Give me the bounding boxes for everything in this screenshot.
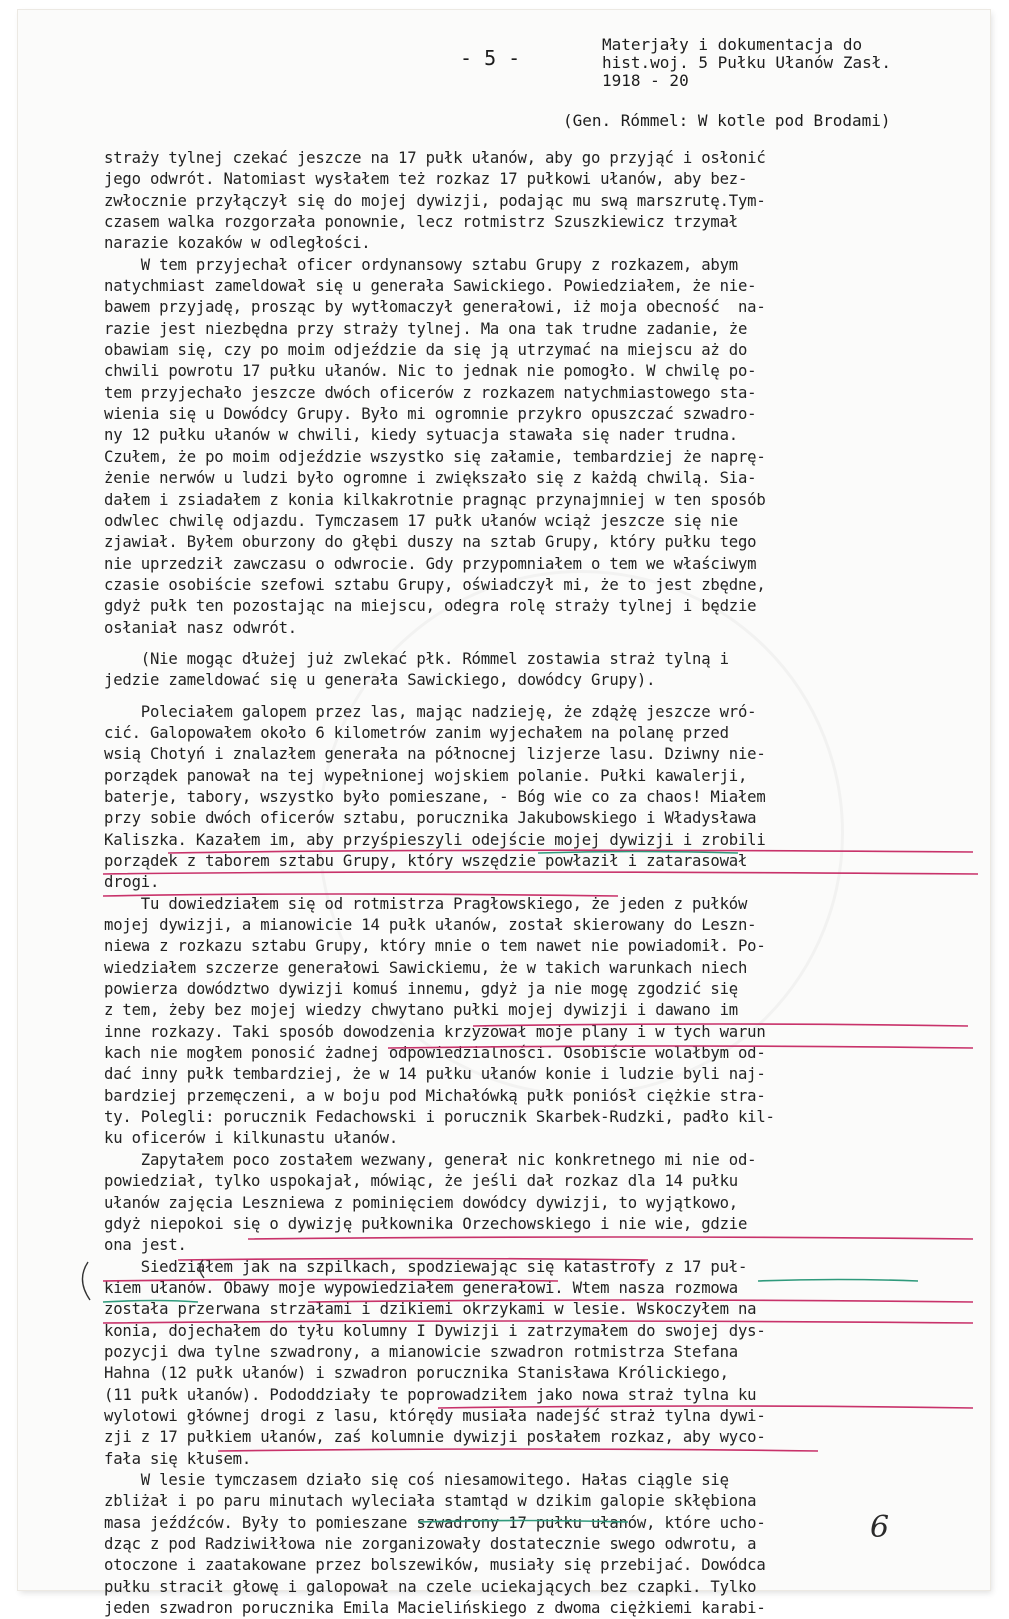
text-line: Poleciałem galopem przez las, mając nadzieję, że zdążę jeszcze wró-	[104, 702, 757, 721]
text-line: narazie kozaków w odległości.	[104, 234, 371, 253]
text-line: Siedziałem jak na szpilkach, spodziewając się katastrofy z 17 puł-	[104, 1257, 748, 1276]
text-line: dać inny pułk tembardziej, że w 14 pułku ułanów konie i ludzie byli naj-	[104, 1065, 766, 1084]
text-line: kiem ułanów. Obawy moje wypowiedziałem generałowi. Wtem nasza rozmowa	[104, 1278, 738, 1297]
text-line: bawem przyjadę, prosząc by wytłomaczył generałowi, iż moja obecność na-	[104, 298, 766, 317]
text-line: żenie nerwów u ludzi było ogromne i zwiększało się z każdą chwilą. Sia-	[104, 469, 757, 488]
page-number: - 5 -	[460, 46, 521, 70]
text-line: otoczone i zaatakowane przez bolszewików, musiały się przebijać. Dowódca	[104, 1556, 766, 1575]
handwritten-page-mark: 6	[870, 1510, 890, 1545]
text-line: ty. Polegli: porucznik Fedachowski i porucznik Skarbek-Rudzki, padło kil-	[104, 1108, 775, 1127]
text-line: konia, dojechałem do tyłu kolumny I Dywizji i zatrzymałem do swojej dys-	[104, 1321, 766, 1340]
text-line: masa jeźdźców. Były to pomieszane szwadrony 17 pułku ułanów, które ucho-	[104, 1513, 766, 1532]
source-subtitle: (Gen. Rómmel: W kotle pod Brodami)	[563, 111, 891, 130]
text-line: nie uprzedził zawczasu o odwrocie. Gdy przypomniałem o tem we właściwym	[104, 554, 757, 573]
text-line: osłaniał nasz odwrót.	[104, 618, 297, 637]
text-line: straży tylnej czekać jeszcze na 17 pułk ułanów, aby go przyjąć i osłonić	[104, 149, 766, 167]
text-line: drogi.	[104, 873, 160, 892]
text-line: dząc z pod Radziwiłłowa nie zorganizowały dostatecznie swego odwrotu, a	[104, 1535, 757, 1553]
paragraph-gap	[104, 639, 984, 649]
text-line: czasem walka rozgorzała ponownie, lecz rotmistrz Szuszkiewicz trzymał	[104, 213, 738, 232]
text-line: powierza dowództwo dywizji komuś innemu, gdyż ja nie mogę zgodzić się	[104, 980, 738, 999]
text-line: zbliżał i po paru minutach wyleciała stamtąd w dzikim galopie skłębiona	[104, 1492, 757, 1511]
text-line: zji z 17 pułkiem ułanów, zaś kolumnie dywizji posłałem rozkaz, aby wyco-	[104, 1428, 766, 1447]
text-line: wylotowi głównej drogi z lasu, którędy musiała nadejść straż tylna dywi-	[104, 1406, 766, 1425]
text-line: cić. Galopowałem około 6 kilometrów zanim wyjechałem na polanę przed	[104, 723, 729, 742]
text-line: porządek panował na tej wypełnionej wojskiem polanie. Pułki kawalerji,	[104, 766, 748, 785]
text-line: (Nie mogąc dłużej już zwlekać płk. Rómmel zostawia straż tylną i	[104, 649, 729, 668]
text-line: (11 pułk ułanów). Pododdziały te poprowadziłem jako nowa straż tylna ku	[104, 1385, 757, 1404]
text-line: jeden szwadron porucznika Emila Macielińskiego z dwoma ciężkiemi karabi-	[104, 1599, 766, 1618]
text-line: Hahna (12 pułk ułanów) i szwadron porucznika Stanisława Królickiego,	[104, 1364, 729, 1383]
text-line: zwłocznie przyłączył się do mojej dywizji, podając mu swą marszrutę.Tym-	[104, 191, 766, 210]
paragraph-gap	[104, 692, 984, 702]
text-line: ny 12 pułku ułanów w chwili, kiedy sytuacja stawała się nader trudna.	[104, 426, 738, 445]
typescript-body	[104, 148, 984, 1619]
text-line: dałem i zsiadałem z konia kilkakrotnie pragnąc przynajmniej w ten sposób	[104, 490, 766, 509]
text-line: pułku stracił głowę i galopował na czele uciekających bez czapki. Tylko	[104, 1577, 757, 1596]
bracket-mark	[82, 1262, 90, 1300]
text-line: natychmiast zameldował się u generała Sawickiego. Powiedziałem, że nie-	[104, 277, 757, 296]
text-line: porządek z taborem sztabu Grupy, który wszędzie powłaził i zatarasował	[104, 852, 748, 870]
text-line: Tu dowiedziałem się od rotmistrza Pragłowskiego, że jeden z pułków	[104, 894, 748, 913]
text-line: chwili powrotu 17 pułku ułanów. Nic to jednak nie pomogło. W chwilę po-	[104, 362, 757, 381]
text-line: W tem przyjechał oficer ordynansowy sztabu Grupy z rozkazem, abym	[104, 255, 738, 274]
text-line: kach nie mogłem ponosić żadnej odpowiedzialności. Osobiście wolałbym od-	[104, 1044, 766, 1063]
text-line: obawiam się, czy po moim odjeździe da się ją utrzymać na miejscu aż do	[104, 341, 748, 360]
text-line: ułanów zajęcia Leszniewa z pominięciem dowódcy dywizji, to wyjątkowo,	[104, 1193, 738, 1212]
text-line: Czułem, że po moim odjeździe wszystko się załamie, tembardziej że naprę-	[104, 447, 766, 466]
collection-title: Materjały i dokumentacja do hist.woj. 5 Pułku Ułanów Zasł. 1918 - 20	[602, 35, 891, 90]
text-line: fała się kłusem.	[104, 1449, 252, 1468]
text-line: przy sobie dwóch oficerów sztabu, porucznika Jakubowskiego i Władysława	[104, 809, 757, 828]
text-line: gdyż pułk ten pozostając na miejscu, odegra rolę straży tylnej i będzie	[104, 597, 757, 616]
text-line: inne rozkazy. Taki sposób dowodzenia krzyżował moje plany i w tych warun	[104, 1022, 766, 1041]
text-line: wiedziałem szczerze generałowi Sawickiemu, że w takich warunkach niech	[104, 958, 748, 977]
text-line: czasie osobiście szefowi sztabu Grupy, oświadczył mi, że to jest zbędne,	[104, 575, 766, 594]
text-line: ona jest.	[104, 1236, 187, 1255]
text-line: razie jest niezbędna przy straży tylnej. Ma ona tak trudne zadanie, że	[104, 319, 748, 338]
text-line: pozycji dwa tylne szwadrony, a mianowicie szwadron rotmistrza Stefana	[104, 1342, 738, 1361]
text-line: tem przyjechało jeszcze dwóch oficerów z rozkazem natychmiastowego sta-	[104, 383, 757, 402]
text-line: wienia się u Dowódcy Grupy. Było mi ogromnie przykro opuszczać szwadro-	[104, 405, 757, 424]
text-line: ku oficerów i kilkunastu ułanów.	[104, 1129, 399, 1148]
text-line: jedzie zameldować się u generała Sawickiego, dowódcy Grupy).	[104, 671, 656, 690]
text-line: niewa z rozkazu sztabu Grupy, który mnie o tem nawet nie powiadomił. Po-	[104, 937, 766, 956]
text-line: z tem, żeby bez mojej wiedzy chwytano pułki mojej dywizji i dawano im	[104, 1001, 738, 1020]
text-line: wsią Chotyń i znalazłem generała na północnej lizjerze lasu. Dziwny nie-	[104, 745, 766, 764]
text-line: została przerwana strzałami i dzikiemi okrzykami w lesie. Wskoczyłem na	[104, 1300, 757, 1319]
page-header	[18, 10, 990, 150]
document-page	[18, 10, 990, 1618]
text-line: Kaliszka. Kazałem im, aby przyśpieszyli odejście mojej dywizji i zrobili	[104, 830, 766, 849]
text-line: bardziej przemęczeni, a w boju pod Michałówką pułk poniósł ciężkie stra-	[104, 1086, 766, 1105]
text-line: mojej dywizji, a mianowicie 14 pułk ułanów, został skierowany do Leszn-	[104, 916, 757, 935]
text-line: Zapytałem poco zostałem wezwany, generał nic konkretnego mi nie od-	[104, 1150, 757, 1169]
text-line: jego odwrót. Natomiast wysłałem też rozkaz 17 pułkowi ułanów, aby bez-	[104, 170, 748, 189]
text-line: powiedział, tylko uspokajał, mówiąc, że jeśli dał rozkaz dla 14 pułku	[104, 1172, 738, 1191]
text-line: gdyż niepokoi się o dywizję pułkownika Orzechowskiego i nie wie, gdzie	[104, 1214, 748, 1233]
text-line: odwlec chwilę odjazdu. Tymczasem 17 pułk ułanów wciąż jeszcze się nie	[104, 511, 738, 530]
text-line: zjawiał. Byłem oburzony do głębi duszy na sztab Grupy, który pułku tego	[104, 533, 757, 552]
text-line: baterje, tabory, wszystko było pomieszane, - Bóg wie co za chaos! Miałem	[104, 787, 766, 806]
text-line: W lesie tymczasem działo się coś niesamowitego. Hałas ciągle się	[104, 1470, 729, 1489]
